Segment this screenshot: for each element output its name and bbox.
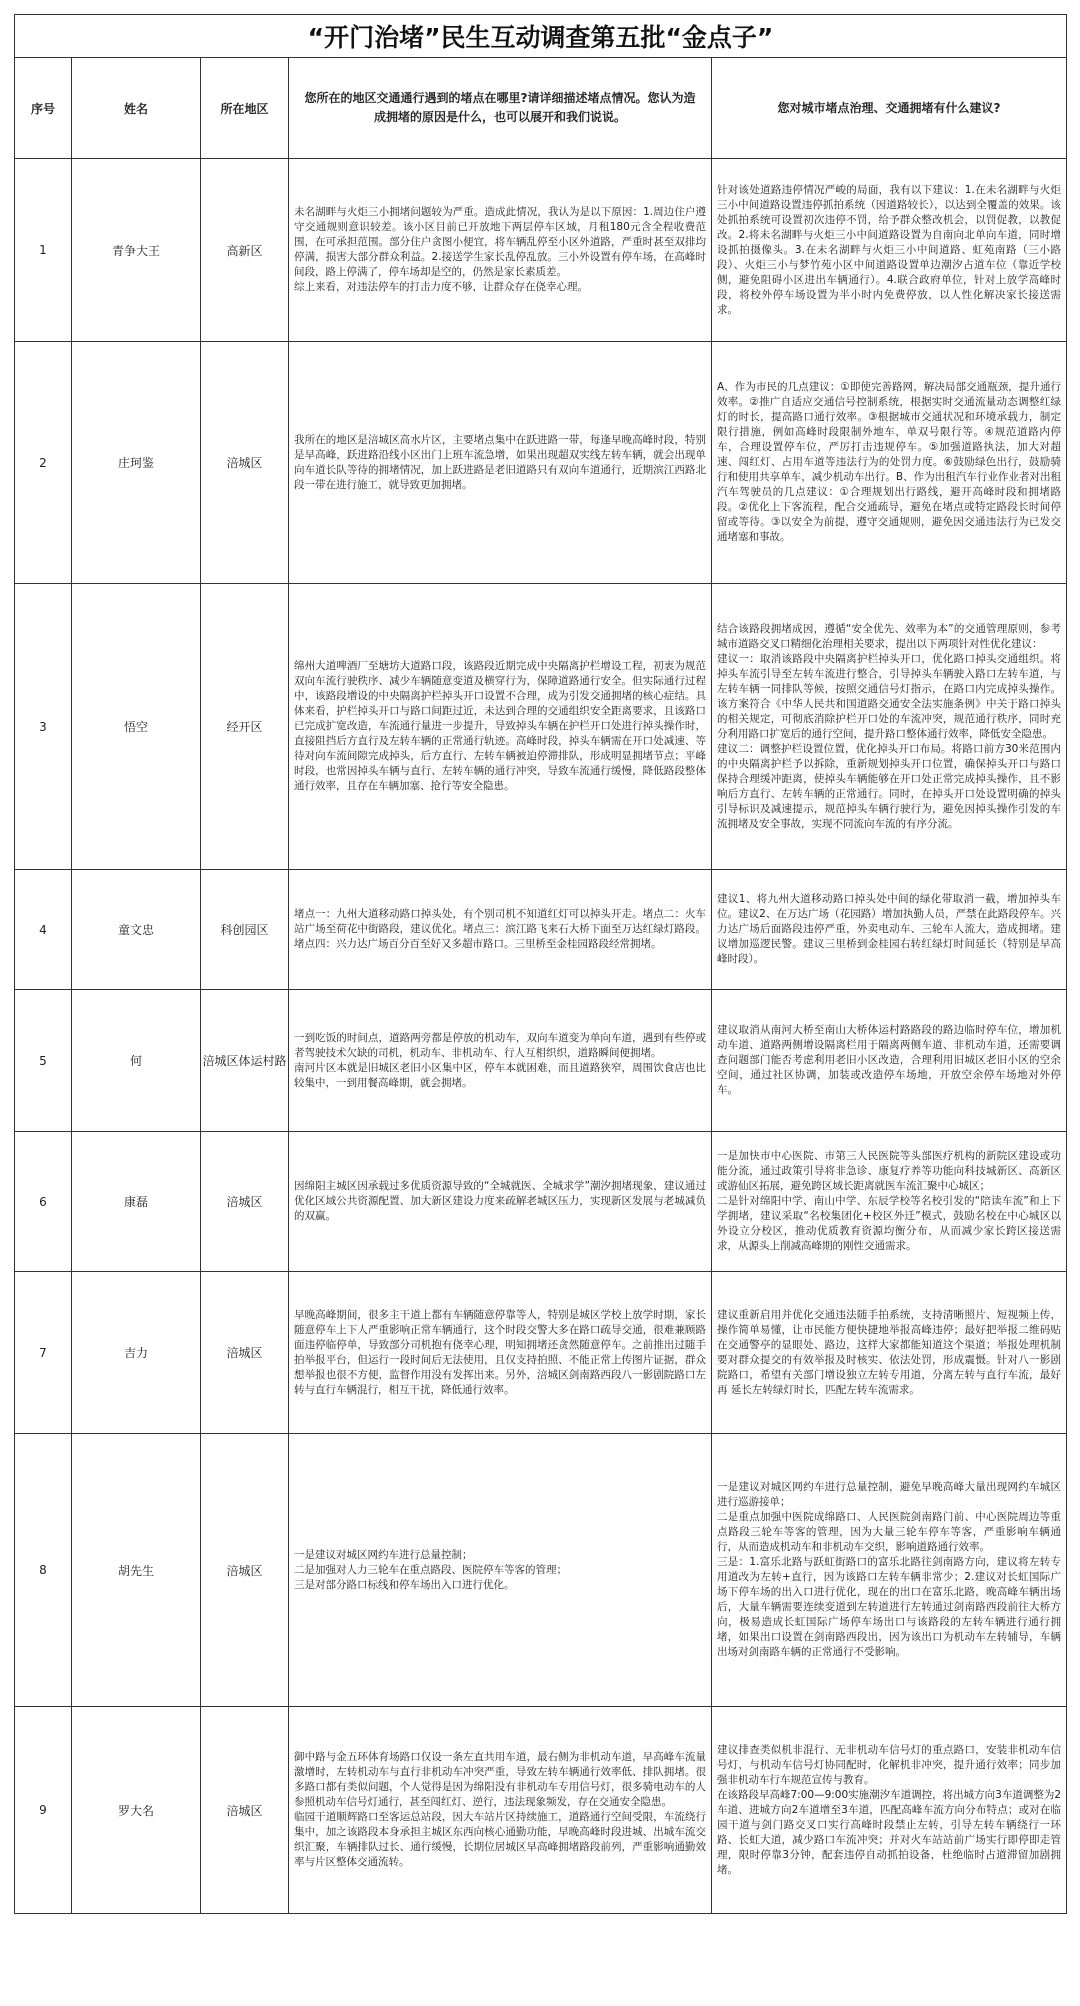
table-row [15,342,1067,584]
row-number: 4 [15,870,72,990]
header-question-1: 您所在的地区交通通行遇到的堵点在哪里?请详细描述堵点情况。您认为造成拥堵的原因是什么，也可以展开和我们说说。 [289,58,712,159]
respondent-name: 何 [72,990,201,1132]
suggestion-text: 建议排查类似机非混行、无非机动车信号灯的重点路口，安装非机动车信号灯，与机动车信号灯协同配时，化解机非冲突，提升通行效率；同步加强非机动车行车规范宣传与教育。 在该路段早高峰7:00—9:00实施潮汐车道调控，将出城方向3车道调整为2车道、进城方向2车道增至3车道，匹配高峰车流方向分布特点；或对在临园干道与剑门路交叉口实行高峰时段禁止左转，引导左转车辆绕行一环路、长虹大道，减少路口车流冲突；并对火车站站前广场实行即停即走管理，限时停靠3分钟，配套违停自动抓拍设备，杜绝临时占道滞留加剧拥堵。 [712,1707,1067,1914]
respondent-area: 涪城区 [201,1272,289,1434]
respondent-area: 涪城区 [201,342,289,584]
title-row [15,15,1067,58]
respondent-area: 科创园区 [201,870,289,990]
row-number: 8 [15,1434,72,1707]
header-question-2: 您对城市堵点治理、交通拥堵有什么建议? [712,58,1067,159]
suggestion-text: 建议1、将九州大道移动路口掉头处中间的绿化带取消一截，增加掉头车位。建议2、在万达广场（花园路）增加执勤人员，严禁在此路段停车。兴力达广场后面路段违停严重，外卖电动车、三轮车人流大，造成拥堵。建议增加巡逻民警。建议三里桥到金桂园右转红绿灯时间延长（特别是早高峰时段）。 [712,870,1067,990]
row-number: 3 [15,584,72,870]
survey-sheet [14,14,1066,1992]
table-row [15,159,1067,342]
table-row [15,1132,1067,1272]
respondent-area: 涪城区 [201,1434,289,1707]
respondent-name: 悟空 [72,584,201,870]
congestion-description: 未名湖畔与火炬三小拥堵问题较为严重。造成此情况，我认为是以下原因：1.周边住户遵守交通规则意识较差。该小区目前已开放地下两层停车区域，月租180元含全程收费范围，在可承担范围。部分住户贪图小便宜，将车辆乱停至小区外道路，严重时甚至双排均停满，损害大部分群众利益。2.接送学生家长乱停乱放。三小外设置有停车场，在高峰时间段，路上停满了，停车场却是空的，仍然是家长素质差。 综上来看，对违法停车的打击力度不够，让群众存在侥幸心理。 [289,159,712,342]
header-no: 序号 [15,58,72,159]
congestion-description: 一到吃饭的时间点，道路两旁都是停放的机动车，双向车道变为单向车道，遇到有些停或者驾驶技术欠缺的司机，机动车、非机动车、行人互相织织，道路瞬间便拥堵。 南河片区本就是旧城区老旧小区集中区，停车本就困难，而且道路狭窄，周围饮食店也比较集中，一到用餐高峰期，就会拥堵。 [289,990,712,1132]
row-number: 1 [15,159,72,342]
table-row [15,870,1067,990]
respondent-name: 胡先生 [72,1434,201,1707]
suggestion-text: 建议重新启用并优化交通违法随手拍系统，支持清晰照片、短视频上传，操作简单易懂，让市民能方便快捷地举报高峰违停；最好把举报二维码贴在交通警亭的显眼处、路边，这样大家都能知道这个渠道；举报处理机制要对群众提交的有效举报及时核实、依法处罚，形成震慑。针对八一影剧院路口，希望有关部门增设独立左转专用道，分离左转与直行车流，最好再 延长左转绿灯时长，匹配左转车流需求。 [712,1272,1067,1434]
respondent-area: 高新区 [201,159,289,342]
respondent-name: 童文忠 [72,870,201,990]
suggestion-text: 一是建议对城区网约车进行总量控制，避免早晚高峰大量出现网约车城区进行巡游接单； 二是重点加强中医院成绵路口、人民医院剑南路门前、中心医院周边等重点路段三轮车等客的管理，因为大量三轮车停车等客，严重影响车辆通行，从而造成机动车和非机动车交织，影响道路通行效率。 三是：1.富乐北路与跃虹街路口的富乐北路往剑南路方向，建议将左转专用道改为左转+直行，因为该路口左转车辆非常少；2.建议对长虹国际广场下停车场的出入口进行优化，现在的出口在富乐北路，晚高峰车辆出场后，大量车辆需要连续变道到左转道进行左转通过剑南路西段前往大桥方向，极易造成长虹国际广场停车场出口与该路段的左转车辆进行通行拥堵，如果出口设置在剑南路西段出，因为该出口为机动车左转辅导，车辆出场对剑南路车辆的正常通行不受影响。 [712,1434,1067,1707]
respondent-area: 涪城区体运村路 [201,990,289,1132]
row-number: 2 [15,342,72,584]
congestion-description: 绵州大道啤酒厂至塘坊大道路口段，该路段近期完成中央隔离护栏增设工程，初衷为规范双向车流行驶秩序、减少车辆随意变道及横穿行为，保障道路通行安全。但实际通行过程中，该路段增设的中央隔离护栏掉头开口设置不合理，成为引发交通拥堵的核心症结。具体来看，护栏掉头开口与路口间距过近，未达到合理的交通组织安全距离要求，且该路口已完成扩宽改造，车流通行量进一步提升，导致掉头车辆在护栏开口处进行掉头操作时，直接阻挡后方直行及左转车辆的正常通行轨迹。高峰时段，掉头车辆需在开口处减速、等待对向车流间隙完成掉头，后方直行、左转车辆被迫停滞排队，形成明显拥堵节点；平峰时段，也常因掉头车辆与直行、左转车辆的通行冲突，导致车流通行缓慢，降低路段整体通行效率，且存在车辆加塞、抢行等安全隐患。 [289,584,712,870]
respondent-area: 涪城区 [201,1707,289,1914]
suggestion-text: A、作为市民的几点建议：①即使完善路网，解决局部交通瓶颈，提升通行效率。②推广自适应交通信号控制系统，根据实时交通流量动态调整红绿灯的时长，提高路口通行效率。③根据城市交通状况和环境承载力，制定限行措施，例如高峰时段限制外地车，单双号限行等。④规范道路内停车，合理设置停车位，严厉打击违规停车。⑤加强道路执法，加大对超速、闯红灯、占用车道等违法行为的处罚力度。⑥鼓励绿色出行，鼓励骑行和使用共享单车，减少机动车出行。B、作为出租汽车行业作业者对出租汽车驾驶员的几点建议：①合理规划出行路线，避开高峰时段和拥堵路段。②优化上下客流程，配合交通疏导，避免在堵点或特定路段长时间停留或等待。③以安全为前提，遵守交通规则，避免因交通违法行为已发交通堵塞和事故。 [712,342,1067,584]
table-row [15,1272,1067,1434]
congestion-description: 因绵阳主城区因承载过多优质资源导致的“全城就医、全城求学”潮汐拥堵现象，建议通过优化区域公共资源配置、加大新区建设力度来疏解老城区压力，实现新区发展与老城减负的双赢。 [289,1132,712,1272]
suggestion-text: 结合该路段拥堵成因，遵循“安全优先、效率为本”的交通管理原则，参考城市道路交叉口精细化治理相关要求，提出以下两项针对性优化建议： 建议一：取消该路段中央隔离护栏掉头开口，优化路口掉头交通组织。将掉头车流引导至左转车流进行整合，引导掉头车辆驶入路口左转车道，与左转车辆一同排队等候，按照交通信号灯指示，在路口内完成掉头操作。该方案符合《中华人民共和国道路交通安全法实施条例》中关于路口掉头的相关规定，可彻底消除护栏开口处的车流冲突，规范通行秩序，同时充分利用路口扩宽后的通行空间，提升路口整体通行效率，降低安全隐患。 建议二：调整护栏设置位置，优化掉头开口布局。将路口前方30米范围内的中央隔离护栏予以拆除，重新规划掉头开口位置，确保掉头开口与路口保持合理缓冲距离，使掉头车辆能够在开口处正常完成掉头操作，且不影响后方直行、左转车辆的正常通行。同时，在掉头开口处设置明确的掉头引导标识及减速提示，规范掉头车辆行驶行为，避免因掉头操作引发的车流拥堵及安全事故，实现不同流向车流的有序分流。 [712,584,1067,870]
respondent-name: 吉力 [72,1272,201,1434]
congestion-description: 御中路与金五环体育场路口仅设一条左直共用车道，最右侧为非机动车道，早高峰车流量激增时，左转机动车与直行非机动车冲突严重，导致左转车辆通行效率低、排队拥堵。很多路口都有类似问题，个人觉得是因为绵阳没有非机动车专用信号灯，很多骑电动车的人参照机动车信号灯通行，甚至闯红灯、逆行，违法现象频发，存在交通安全隐患。 临园干道顺辉路口至客运总站段，因大车站片区持续施工，道路通行空间受限，车流绕行集中，加之该路段本身承担主城区东西向核心通勤功能，早晚高峰时段进城、出城车流交织汇聚，车辆排队过长、通行缓慢，长期位居城区早高峰拥堵路段前列，严重影响通勤效率与片区整体交通流转。 [289,1707,712,1914]
suggestion-text: 建议取消从南河大桥至南山大桥体运村路路段的路边临时停车位，增加机动车道、道路两侧增设隔离栏用于隔离两侧车道、非机动车道，还需要调查问题部门能否考虑利用老旧小区改造，合理利用旧城区老旧小区的空余空间，通过社区协调，加装或改造停车场地，开放空余停车场地对外停车。 [712,990,1067,1132]
congestion-description: 堵点一：九州大道移动路口掉头处，有个别司机不知道红灯可以掉头开走。堵点二：火车站广场至荷花中街路段，建议优化。堵点三：滨江路飞来石大桥下面至万达红绿灯路段。堵点四：兴力达广场百分百至好又多超市路口。三里桥至金桂园路段经常拥堵。 [289,870,712,990]
row-number: 5 [15,990,72,1132]
respondent-name: 罗大名 [72,1707,201,1914]
congestion-description: 一是建议对城区网约车进行总量控制； 二是加强对人力三轮车在重点路段、医院停车等客的管理； 三是对部分路口标线和停车场出入口进行优化。 [289,1434,712,1707]
header-row [15,58,1067,159]
table-row [15,1434,1067,1707]
respondent-name: 庄珂鉴 [72,342,201,584]
suggestion-text: 一是加快市中心医院、市第三人民医院等头部医疗机构的新院区建设或功能分流，通过政策引导将非急诊、康复疗养等功能向科技城新区、高新区或游仙区拓展，避免跨区域长距离就医车流汇聚中心城区； 二是针对绵阳中学、南山中学、东辰学校等名校引发的“陪读车流”和上下学拥堵，建议采取“名校集团化+校区外迁”模式，鼓励名校在中心城区以外设立分校区，推动优质教育资源均衡分布，从而减少家长跨区接送需求，从源头上削减高峰期的刚性交通需求。 [712,1132,1067,1272]
suggestions-table [14,14,1067,1914]
congestion-description: 早晚高峰期间，很多主干道上都有车辆随意停靠等人，特别是城区学校上放学时期，家长随意停车上下人严重影响正常车辆通行，这个时段交警大多在路口疏导交通，很难兼顾路面违停临停单，导致部分司机抱有侥幸心理，明知拥堵还贪然随意停车。之前推出过随手拍举报平台，但运行一段时间后无法使用，且仅支持拍照、不能正常上传图片证据，群众想举报也很不方便，监督作用没有发挥出来。另外，涪城区剑南路西段八一影剧院路口左转与直行车辆混行，相互干扰，降低通行效率。 [289,1272,712,1434]
header-area: 所在地区 [201,58,289,159]
table-row [15,1707,1067,1914]
row-number: 9 [15,1707,72,1914]
respondent-area: 涪城区 [201,1132,289,1272]
row-number: 6 [15,1132,72,1272]
table-row [15,990,1067,1132]
congestion-description: 我所在的地区是涪城区高水片区，主要堵点集中在跃进路一带，每逢早晚高峰时段，特别是早高峰，跃进路沿线小区出门上班车流急增，如果出现超双实线左转车辆，就会出现单向车道长队等待的拥堵情况，加上跃进路是老旧道路只有双向车道通行，近期滨江西路北段一带在进行施工，就导致更加拥堵。 [289,342,712,584]
respondent-area: 经开区 [201,584,289,870]
row-number: 7 [15,1272,72,1434]
respondent-name: 青争大王 [72,159,201,342]
respondent-name: 康磊 [72,1132,201,1272]
header-name: 姓名 [72,58,201,159]
page-title: “开门治堵”民生互动调查第五批“金点子” [15,15,1067,58]
suggestion-text: 针对该处道路违停情况严峻的局面，我有以下建议：1.在未名湖畔与火炬三小中间道路设置违停抓拍系统（因道路较长），以达到全覆盖的效果。该处抓拍系统可设置初次违停不罚，给予群众整改机会，以罚促教，以教促改。2.将未名湖畔与火炬三小中间道路设置为自南向北单向车道，同时增设抓拍摄像头。3.在未名湖畔与火炬三小中间道路、虹苑南路（三小路段）、火炬三小与梦竹苑小区中间道路设置单边潮汐占道车位（靠近学校侧，避免阻碍小区进出车辆通行）。4.联合政府单位，针对上放学高峰时段，将校外停车场设置为半小时内免费停放，以人性化解决家长接送需求。 [712,159,1067,342]
table-row [15,584,1067,870]
